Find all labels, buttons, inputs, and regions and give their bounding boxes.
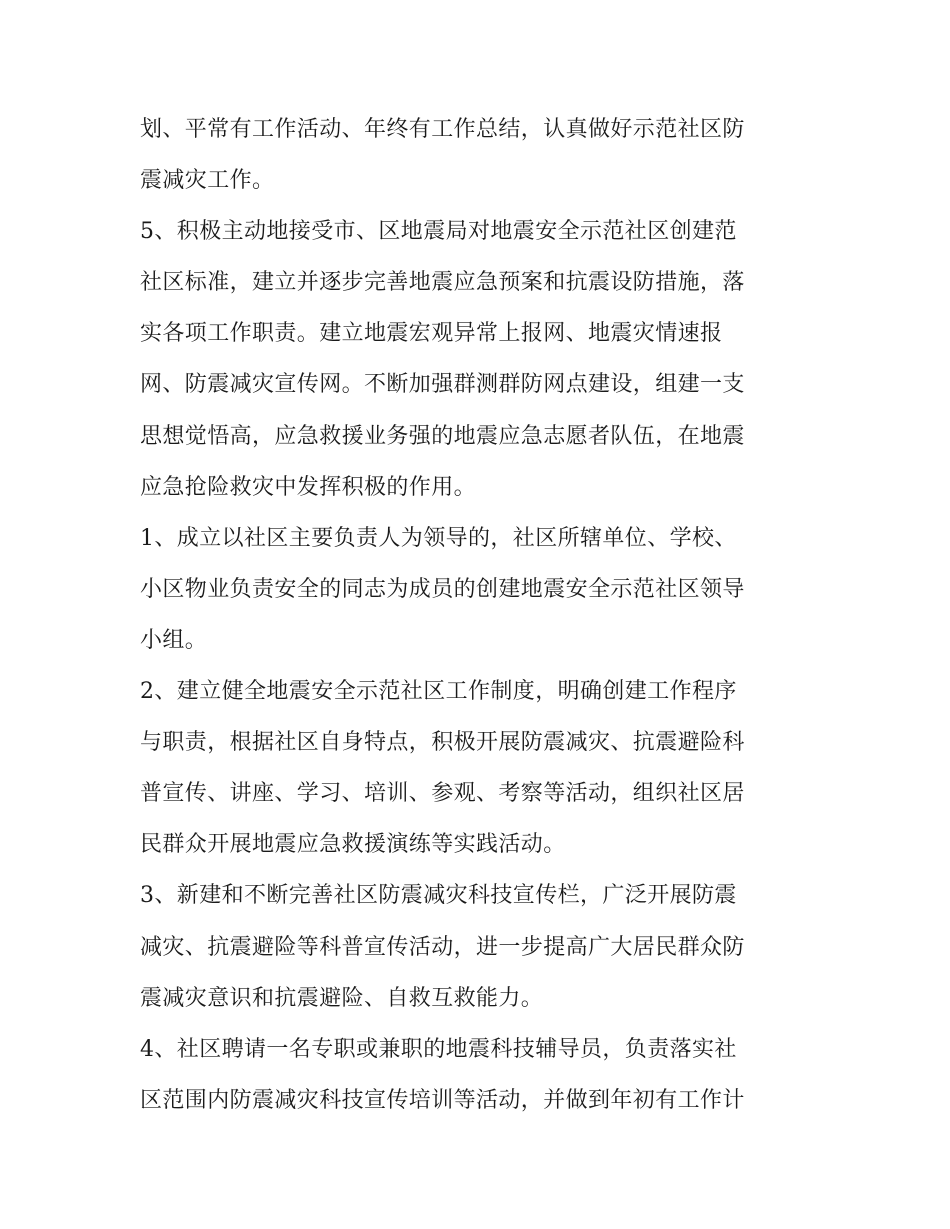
text-line: 划、平常有工作活动、年终有工作总结，认真做好示范社区防 <box>140 117 745 142</box>
text-line: 震减灾意识和抗震避险、自救互救能力。 <box>140 985 544 1011</box>
text-line: 应急抢险救灾中发挥积极的作用。 <box>140 474 477 500</box>
text-line: 4、社区聘请一名专职或兼职的地震科技辅导员，负责落实社 <box>140 1036 737 1062</box>
text-line: 与职责，根据社区自身特点，积极开展防震减灾、抗震避险科 <box>140 730 745 756</box>
text-line: 区范围内防震减灾科技宣传培训等活动，并做到年初有工作计 <box>140 1087 745 1113</box>
document-body <box>140 104 820 1126</box>
text-line: 震减灾工作。 <box>140 168 275 194</box>
text-line: 民群众开展地震应急救援演练等实践活动。 <box>140 832 566 858</box>
text-line: 1、成立以社区主要负责人为领导的，社区所辖单位、学校、 <box>140 525 737 551</box>
text-line: 实各项工作职责。建立地震宏观异常上报网、地震灾情速报 <box>140 321 723 347</box>
text-line: 小区物业负责安全的同志为成员的创建地震安全示范社区领导 <box>140 576 745 602</box>
text-line: 普宣传、讲座、学习、培训、参观、考察等活动，组织社区居 <box>140 781 745 807</box>
text-line: 3、新建和不断完善社区防震减灾科技宣传栏，广泛开展防震 <box>140 883 737 909</box>
text-line: 社区标准，建立并逐步完善地震应急预案和抗震设防措施，落 <box>140 270 745 296</box>
text-line: 2、建立健全地震安全示范社区工作制度，明确创建工作程序 <box>140 679 737 705</box>
text-line: 5、积极主动地接受市、区地震局对地震安全示范社区创建范 <box>140 219 737 245</box>
text-line: 减灾、抗震避险等科普宣传活动，进一步提高广大居民群众防 <box>140 934 745 960</box>
text-line: 小组。 <box>140 627 208 653</box>
text-line: 思想觉悟高，应急救援业务强的地震应急志愿者队伍，在地震 <box>140 423 745 449</box>
text-line: 网、防震减灾宣传网。不断加强群测群防网点建设，组建一支 <box>140 372 745 398</box>
